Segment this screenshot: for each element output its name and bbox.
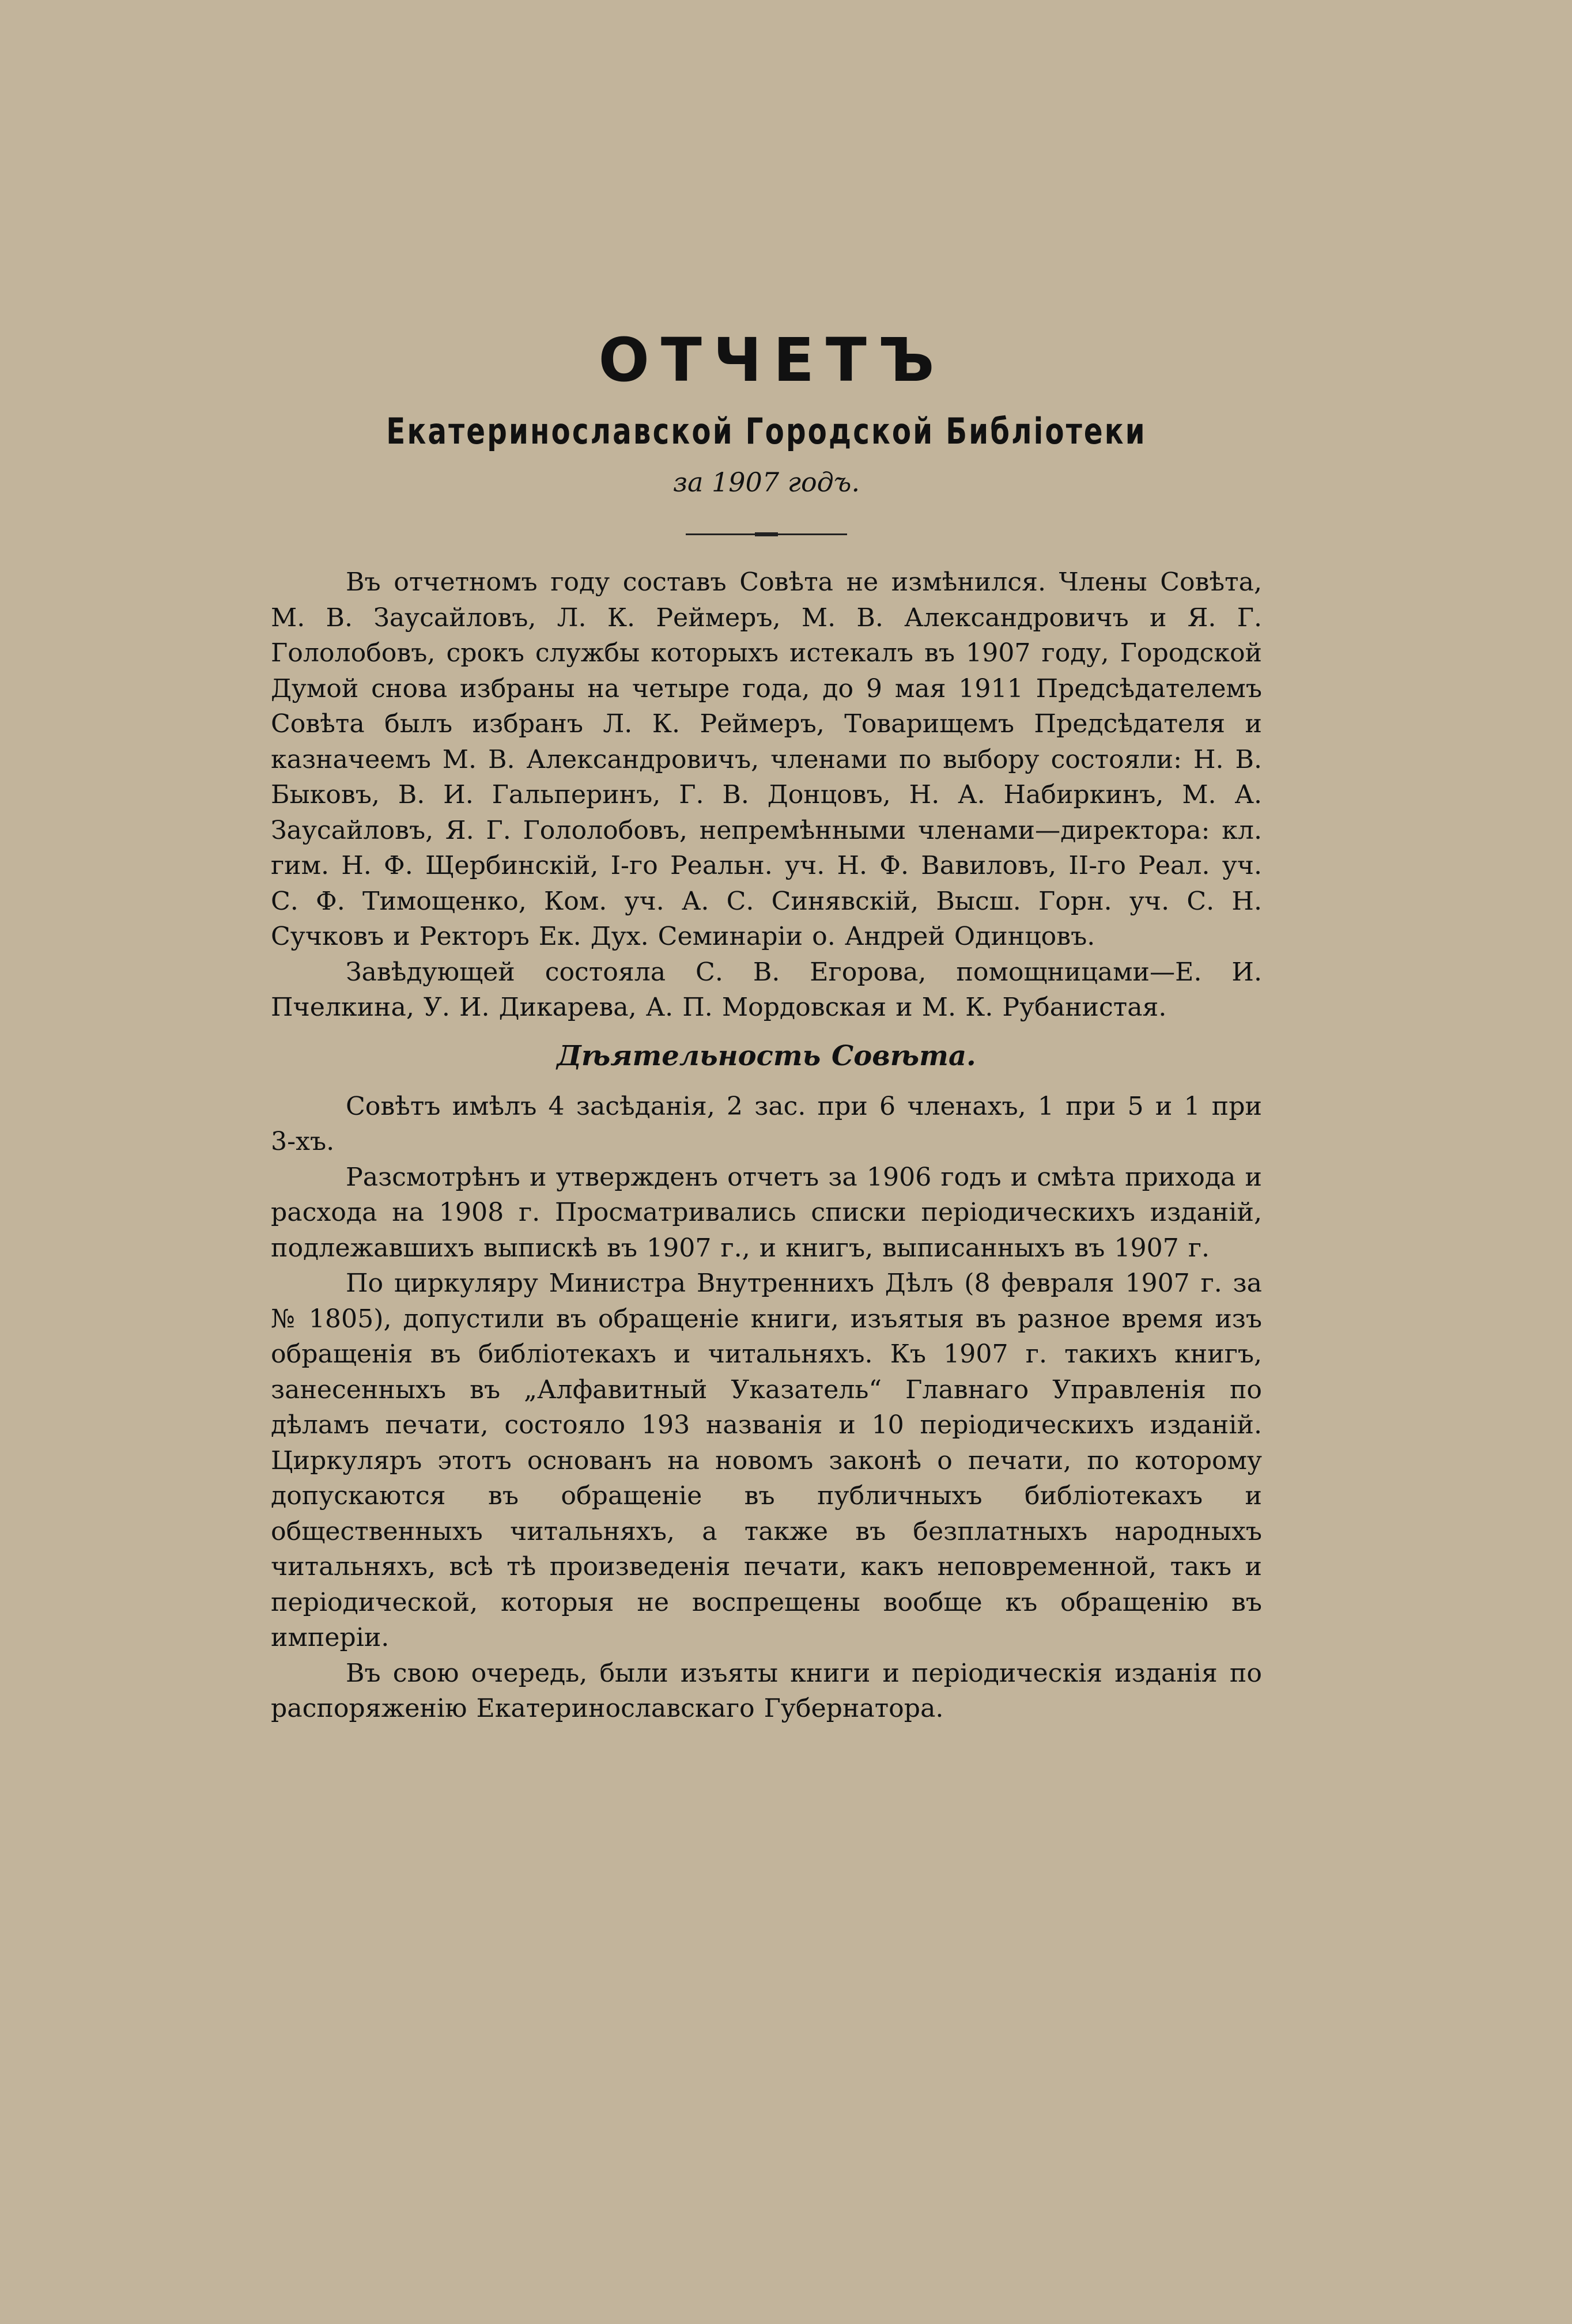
paragraph-meetings: Совѣтъ имѣлъ 4 засѣданія, 2 зас. при 6 членахъ, 1 при 5 и 1 при 3-хъ. xyxy=(271,1091,1262,1156)
report-title: ОТЧЕТЪ xyxy=(598,325,946,395)
report-year: за 1907 годъ. xyxy=(672,467,860,498)
paragraph-withdrawn-books: Въ свою очередь, были изъяты книги и періодическія изданія по распоряженію Екатеринославскаго Губернатора. xyxy=(271,1658,1262,1723)
report-body xyxy=(271,565,1262,1727)
ornamental-divider xyxy=(686,531,847,537)
section-heading: Дѣятельность Совѣта. xyxy=(557,1039,976,1072)
paragraph-library-staff: Завѣдующей состояла С. В. Егорова, помощницами—Е. И. Пчелкина, У. И. Дикарева, А. П. Мордовская и М. К. Рубанистая. xyxy=(271,957,1262,1022)
paragraph-council-composition: Въ отчетномъ году составъ Совѣта не измѣнился. Члены Совѣта, М. В. Заусайловъ, Л. К. Реймеръ, М. В. Александровичъ и Я. Г. Гололобовъ, срокъ службы которыхъ истекалъ въ 1907 году, Городской Думой снова избраны на четыре года, до 9 мая 1911 Предсѣдателемъ Совѣта былъ избранъ Л. К. Реймеръ, Товарищемъ Предсѣдателя и казначеемъ М. В. Александровичъ, членами по выбору состояли: Н. В. Быковъ, В. И. Гальперинъ, Г. В. Донцовъ, Н. А. Набиркинъ, М. А. Заусайловъ, Я. Г. Гололобовъ, непремѣнными членами—директора: кл. гим. Н. Ф. Щербинскій, I-го Реальн. уч. Н. Ф. Вавиловъ, II-го Реал. уч. С. Ф. Тимощенко, Ком. уч. А. С. Синявскій, Высш. Горн. уч. С. Н. Сучковъ и Ректоръ Ек. Дух. Семинаріи о. Андрей Одинцовъ. xyxy=(271,567,1262,951)
paragraph-reports-approved: Разсмотрѣнъ и утвержденъ отчетъ за 1906 годъ и смѣта прихода и расхода на 1908 г. Просматривались списки періодическихъ изданій, подлежавшихъ выпискѣ въ 1907 г., и книгъ, выписанныхъ въ 1907 г. xyxy=(271,1162,1262,1263)
document-page xyxy=(271,323,1262,1727)
paragraph-circular: По циркуляру Министра Внутреннихъ Дѣлъ (8 февраля 1907 г. за № 1805), допустили въ обращеніе книги, изъятыя въ разное время изъ обращенія въ библіотекахъ и читальняхъ. Къ 1907 г. такихъ книгъ, занесенныхъ въ „Алфавитный Указатель“ Главнаго Управленія по дѣламъ печати, состояло 193 названія и 10 періодическихъ изданій. Циркуляръ этотъ основанъ на новомъ законѣ о печати, по которому допускаются въ обращеніе въ публичныхъ библіотекахъ и общественныхъ читальняхъ, а также въ безплатныхъ народныхъ читальняхъ, всѣ тѣ произведенія печати, какъ неповременной, такъ и періодической, которыя не воспрещены вообще къ обращенію въ имперіи. xyxy=(271,1269,1262,1652)
report-subtitle: Екатеринославской Городской Библіотеки xyxy=(386,410,1147,452)
